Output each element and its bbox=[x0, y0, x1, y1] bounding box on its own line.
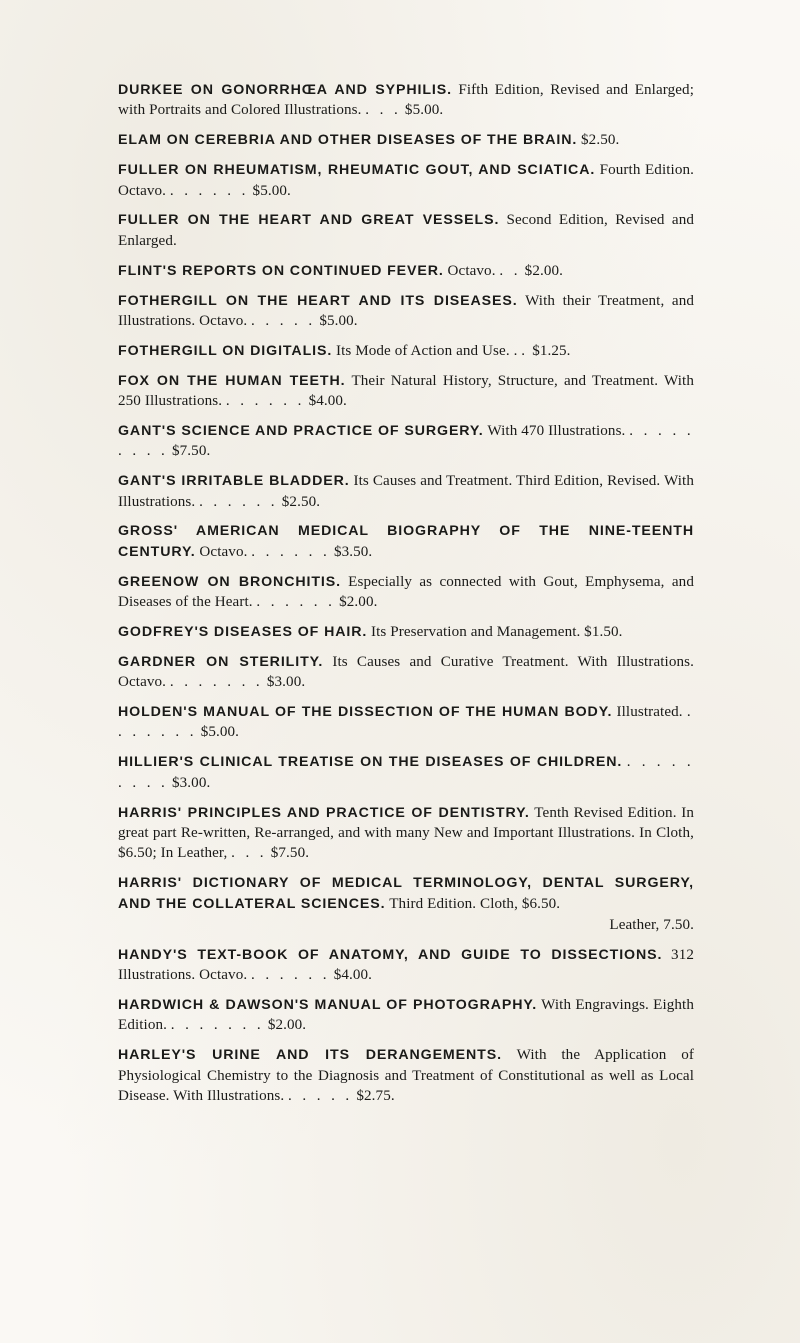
catalog-entry bbox=[118, 702, 694, 743]
book-description: Its Causes and Curative Treatment. With Illustrations. Octavo. bbox=[118, 653, 694, 691]
book-description: Fourth Edition. Octavo. bbox=[118, 162, 694, 199]
catalog-entry bbox=[118, 130, 694, 150]
catalog-entry bbox=[118, 873, 694, 935]
leader-dots: . . . . . . bbox=[169, 182, 249, 199]
book-price: $4.00. bbox=[333, 967, 373, 984]
book-price: $7.50. bbox=[270, 845, 310, 862]
book-title: DURKEE ON GONORRHŒA AND SYPHILIS. bbox=[118, 82, 452, 98]
leader-dots: . . . . . . . . . bbox=[118, 422, 695, 460]
book-description: With their Treatment, and Illustrations. Octavo. bbox=[118, 292, 694, 329]
book-title: HILLIER'S CLINICAL TREATISE ON THE DISEASES OF CHILDREN. bbox=[118, 754, 623, 771]
book-title: FOTHERGILL ON DIGITALIS. bbox=[118, 342, 333, 359]
book-price: $2.00. bbox=[339, 594, 378, 610]
book-price: $2.75. bbox=[356, 1088, 395, 1104]
catalog-entry bbox=[118, 945, 694, 986]
book-description: Especially as connected with Gout, Emphysema, and Diseases of the Heart. bbox=[118, 573, 694, 610]
book-price: $1.25. bbox=[532, 342, 571, 359]
book-description: 312 Illustrations. Octavo. bbox=[118, 946, 694, 984]
book-title: FOTHERGILL ON THE HEART AND ITS DISEASES. bbox=[118, 292, 518, 309]
catalog-entry bbox=[118, 572, 694, 613]
book-price: $2.50. bbox=[581, 132, 620, 149]
book-title: HARRIS' DICTIONARY OF MEDICAL TERMINOLOGY, DENTAL SURGERY, AND THE COLLATERAL SCIENCES. bbox=[118, 875, 694, 912]
book-price: $3.00. bbox=[172, 774, 211, 791]
book-price: $3.00. bbox=[266, 674, 306, 691]
leader-dots: . . . . . . . bbox=[170, 1017, 265, 1034]
leader-dots: . . . . . . bbox=[251, 543, 331, 560]
catalog-entry bbox=[118, 652, 694, 693]
book-price: $2.00. bbox=[267, 1017, 307, 1034]
book-price: $5.00. bbox=[200, 724, 240, 741]
leader-dots: . . . . . bbox=[288, 1088, 353, 1104]
book-description: With the Application of Physiological Chemistry to the Diagnosis and Treatment of Constitutional as well as Local Disease. With Illustrations. bbox=[118, 1047, 694, 1104]
book-title: GANT'S IRRITABLE BLADDER. bbox=[118, 473, 350, 490]
book-description: Illustrated. bbox=[616, 704, 683, 720]
book-title: GARDNER ON STERILITY. bbox=[118, 653, 324, 670]
book-price: $1.50. bbox=[584, 623, 623, 640]
catalog-entry bbox=[118, 291, 694, 332]
catalog-entry bbox=[118, 803, 694, 864]
book-title: FULLER ON THE HEART AND GREAT VESSELS. bbox=[118, 212, 500, 229]
book-title: HARRIS' PRINCIPLES AND PRACTICE OF DENTISTRY. bbox=[118, 804, 530, 821]
leader-dots: . . . . . . . . . bbox=[118, 754, 695, 791]
book-title: FULLER ON RHEUMATISM, RHEUMATIC GOUT, AND SCIATICA. bbox=[118, 162, 596, 179]
book-price: $2.50. bbox=[281, 493, 321, 510]
leader-dots: . . . bbox=[231, 845, 267, 862]
book-price: $7.50. bbox=[172, 443, 211, 460]
book-title: HARLEY'S URINE AND ITS DERANGEMENTS. bbox=[118, 1047, 502, 1064]
leader-dots: . . . . . . . bbox=[118, 704, 694, 741]
catalog-entry bbox=[118, 341, 694, 361]
leader-dots: . . . . . . . bbox=[169, 674, 264, 691]
catalog-entry bbox=[118, 1045, 694, 1106]
book-title: GROSS' AMERICAN MEDICAL BIOGRAPHY OF THE NINE-TEENTH CENTURY. bbox=[118, 523, 694, 560]
leader-dots: . . bbox=[499, 262, 521, 279]
book-title: ELAM ON CEREBRIA AND OTHER DISEASES OF THE BRAIN. bbox=[118, 132, 578, 149]
catalog-entry bbox=[118, 471, 694, 512]
catalog-entry bbox=[118, 995, 694, 1036]
book-description: Octavo. bbox=[199, 543, 248, 560]
catalog-entry-list bbox=[118, 80, 694, 1106]
book-title: HOLDEN'S MANUAL OF THE DISSECTION OF THE HUMAN BODY. bbox=[118, 704, 613, 720]
book-price: $5.00. bbox=[319, 312, 358, 329]
book-description: Their Natural History, Structure, and Treatment. With 250 Illustrations. bbox=[118, 372, 694, 409]
leader-dots: . . . . . . bbox=[199, 493, 278, 510]
book-description: Octavo. bbox=[447, 262, 496, 279]
book-price: $5.00. bbox=[404, 102, 444, 119]
book-description: Third Edition. Cloth, $6.50. bbox=[389, 895, 561, 912]
leader-dots: . . . . . . bbox=[251, 967, 330, 984]
book-description: Its Preservation and Management. bbox=[370, 623, 581, 640]
leader-dots: . . . . . bbox=[251, 312, 316, 329]
book-description: Its Causes and Treatment. Third Edition, Revised. With Illustrations. bbox=[118, 473, 694, 510]
book-description: Fifth Edition, Revised and Enlarged; with Portraits and Colored Illustrations. bbox=[118, 82, 694, 119]
catalog-entry bbox=[118, 80, 694, 121]
catalog-entry bbox=[118, 752, 694, 793]
book-title: FOX ON THE HUMAN TEETH. bbox=[118, 372, 346, 389]
book-price-second-line: Leather, 7.50. bbox=[609, 916, 694, 933]
catalog-entry bbox=[118, 622, 694, 642]
book-price: $3.50. bbox=[333, 543, 373, 560]
book-price: $5.00. bbox=[252, 182, 291, 199]
catalog-entry bbox=[118, 421, 694, 462]
book-description: Its Mode of Action and Use. . bbox=[335, 342, 518, 359]
leader-dots: . bbox=[521, 342, 529, 359]
book-description: Tenth Revised Edition. In great part Re-written, Re-arranged, and with many New and Important Illustrations. In Cloth, $6.50; In Leather, bbox=[118, 804, 695, 862]
book-title: GANT'S SCIENCE AND PRACTICE OF SURGERY. bbox=[118, 422, 484, 439]
book-title: HANDY'S TEXT-BOOK OF ANATOMY, AND GUIDE TO DISSECTIONS. bbox=[118, 946, 663, 963]
leader-dots: . . . . . . bbox=[256, 594, 336, 610]
book-title: GODFREY'S DISEASES OF HAIR. bbox=[118, 623, 368, 640]
catalog-entry bbox=[118, 261, 694, 281]
leader-dots: . . . . . . bbox=[225, 393, 305, 409]
leader-dots: . . . bbox=[365, 102, 402, 119]
catalog-entry bbox=[118, 210, 694, 251]
book-price: $2.00. bbox=[524, 262, 564, 279]
catalog-entry bbox=[118, 521, 694, 562]
book-description: Second Edition, Revised and Enlarged. bbox=[118, 212, 694, 249]
book-description: With 470 Illustrations. bbox=[487, 422, 626, 439]
book-price: $4.00. bbox=[308, 393, 347, 409]
catalog-entry bbox=[118, 371, 694, 412]
book-title: HARDWICH & DAWSON'S MANUAL OF PHOTOGRAPHY. bbox=[118, 997, 538, 1013]
catalog-entry bbox=[118, 160, 694, 201]
book-description: With Engravings. Eighth Edition. bbox=[118, 997, 694, 1034]
book-title: FLINT'S REPORTS ON CONTINUED FEVER. bbox=[118, 262, 444, 279]
book-title: GREENOW ON BRONCHITIS. bbox=[118, 573, 341, 590]
